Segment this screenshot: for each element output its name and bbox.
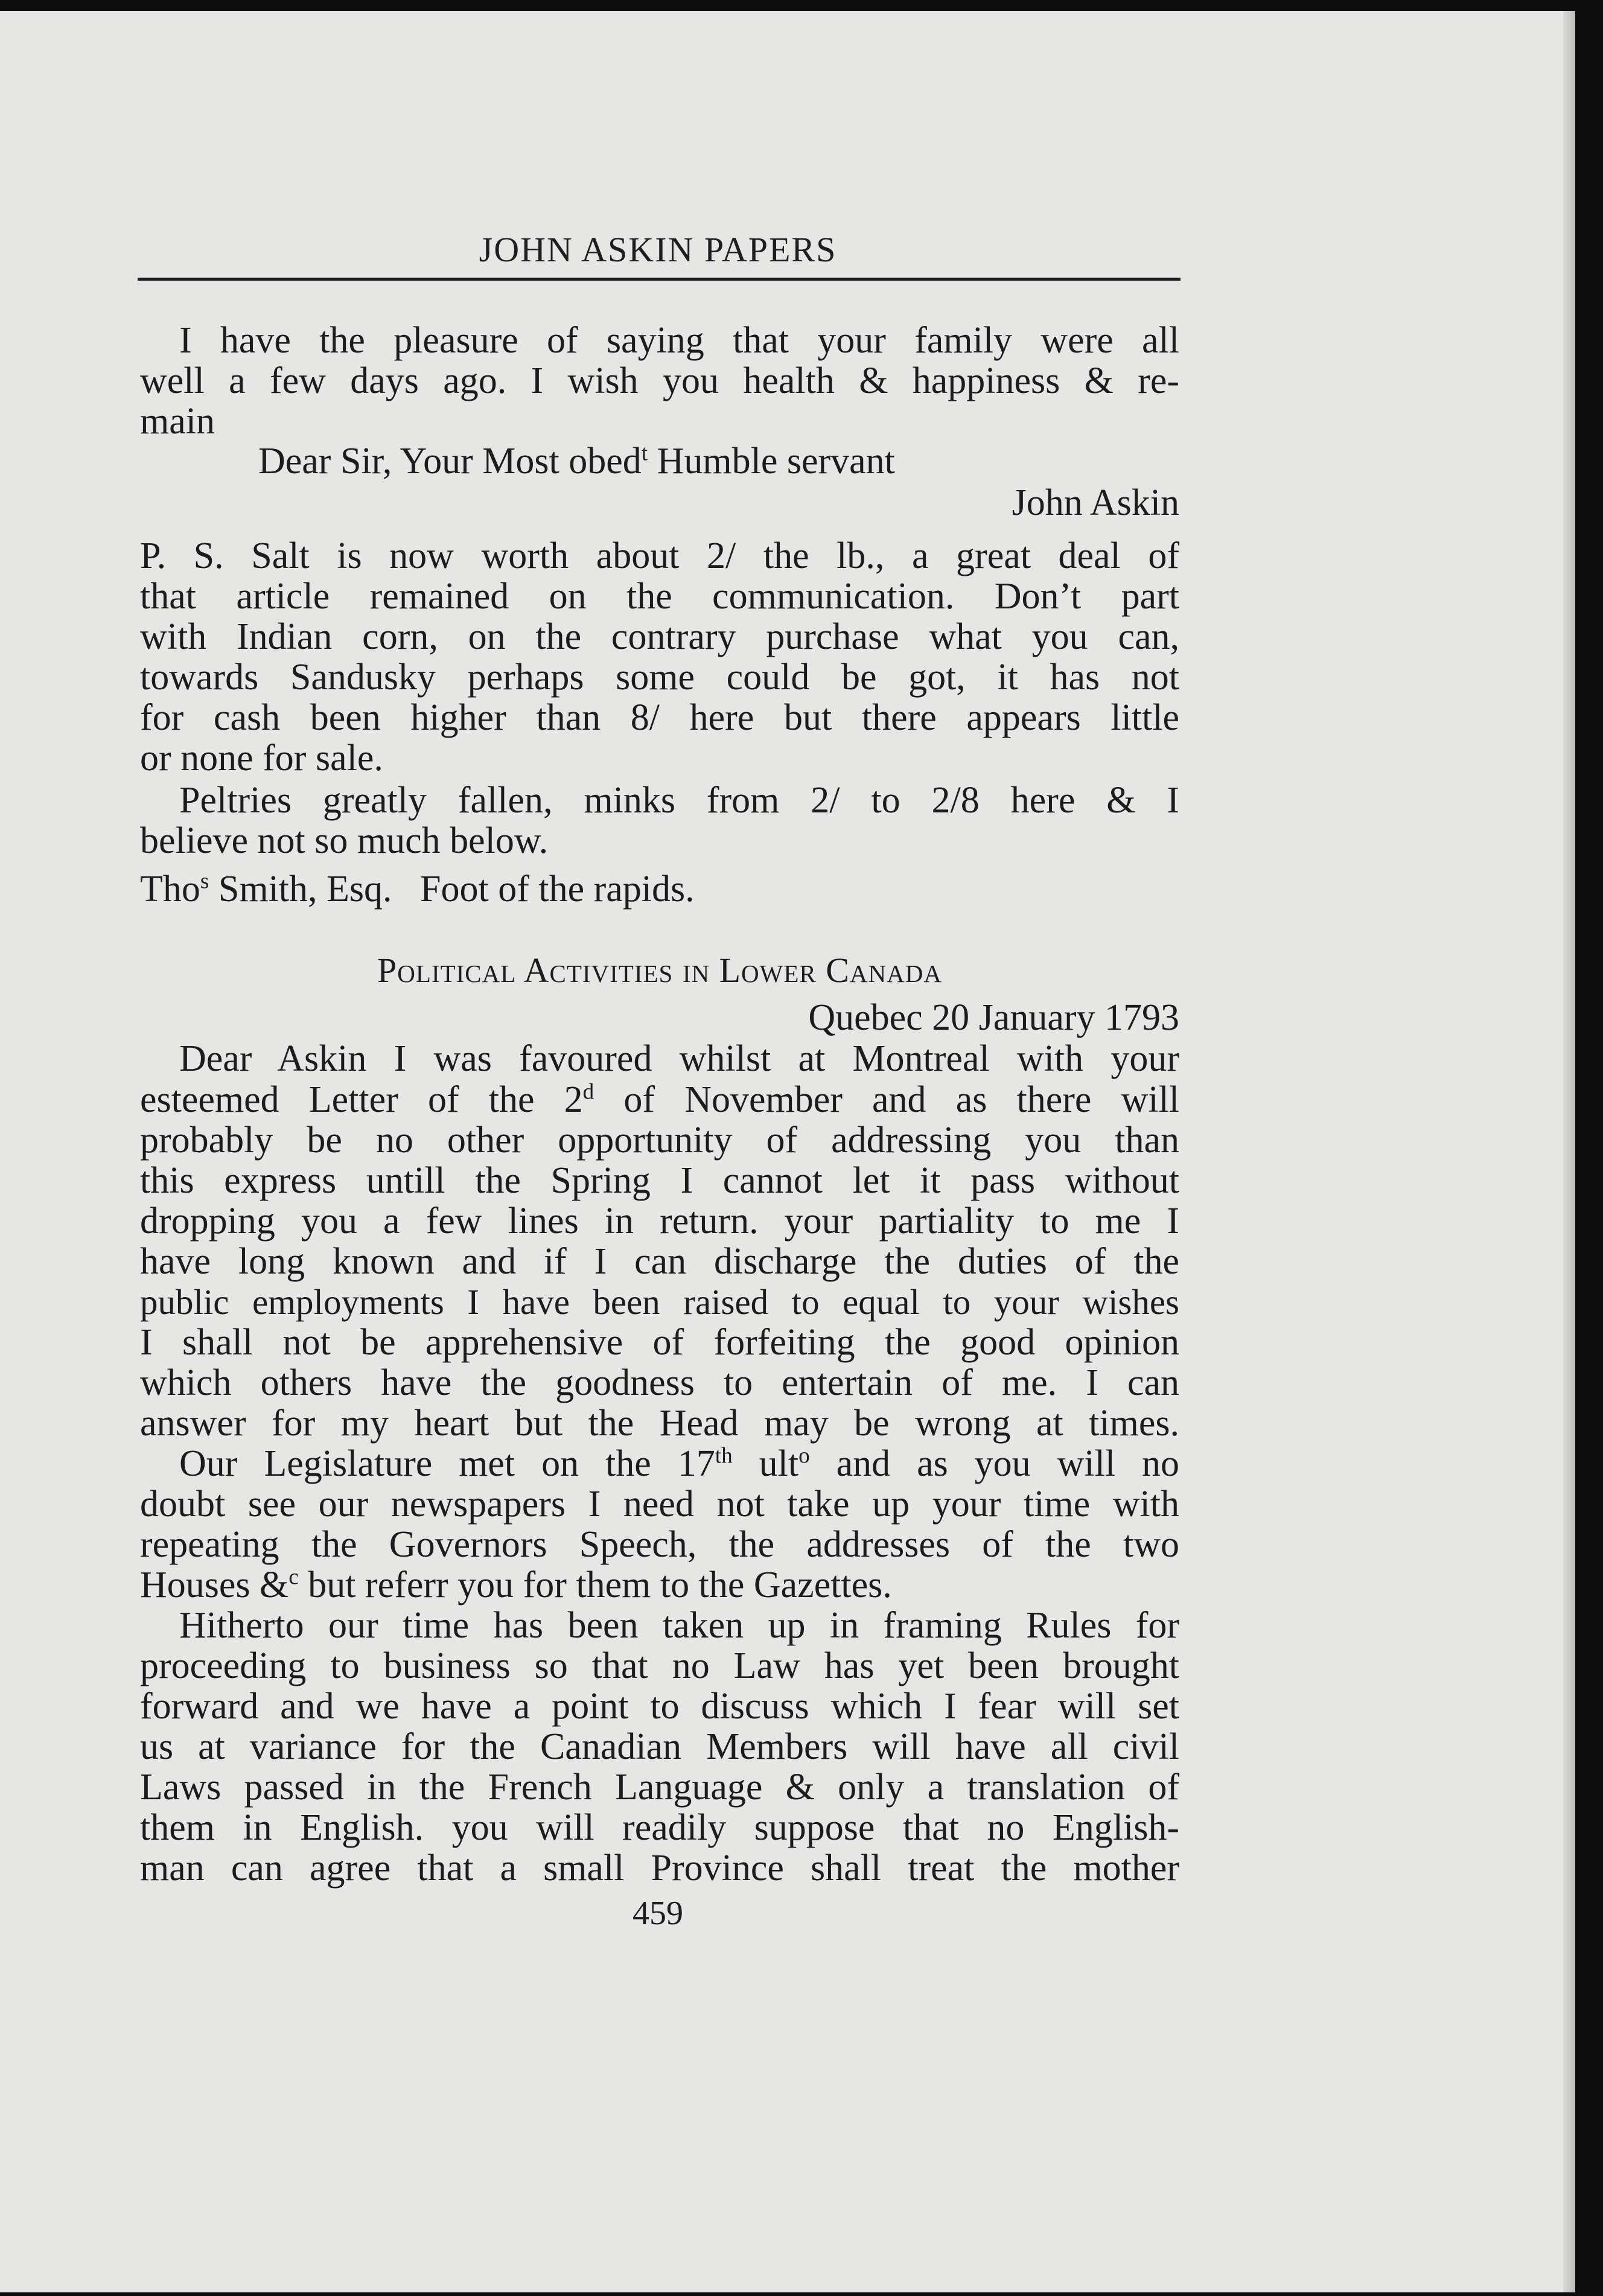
- text-line: P. S. Salt is now worth about 2/ the lb., a great deal of: [140, 535, 1179, 576]
- text-line: doubt see our newspapers I need not take up your time with: [140, 1484, 1179, 1525]
- text-line: that article remained on the communication. Don’t part: [140, 576, 1179, 617]
- text-line: I have the pleasure of saying that your family were all: [179, 320, 1179, 361]
- text-line: I shall not be apprehensive of forfeiting the good opinion: [140, 1322, 1179, 1363]
- text-line: dropping you a few lines in return. your partiality to me I: [140, 1201, 1179, 1242]
- text-line: Houses &$^c$ but referr you for them to the Gazettes.: [140, 1564, 892, 1606]
- text-line: public employments I have been raised to equal to your wishes: [140, 1282, 1179, 1322]
- addressee-line: Tho$^s$ Smith, Esq. Foot of the rapids.: [140, 869, 695, 910]
- page-number: 459: [633, 1895, 683, 1932]
- text-line: main: [140, 401, 215, 442]
- text-line: which others have the goodness to entertain of me. I can: [140, 1362, 1179, 1403]
- text-line: Peltries greatly fallen, minks from 2/ to 2/8 here & I: [179, 780, 1179, 821]
- text-line: Laws passed in the French Language & only a translation of: [140, 1767, 1179, 1808]
- text-line: us at variance for the Canadian Members will have all civil: [140, 1726, 1179, 1767]
- page-edge: [1563, 11, 1575, 2292]
- section-title: Political Activities in Lower Canada: [377, 951, 942, 990]
- dateline: Quebec 20 January 1793: [808, 997, 1179, 1038]
- text-line: with Indian corn, on the contrary purchase what you can,: [140, 616, 1179, 657]
- text-line: esteemed Letter of the 2$^d$ of November and as there will: [140, 1079, 1179, 1120]
- text-line: Dear Askin I was favoured whilst at Montreal with your: [179, 1038, 1179, 1079]
- text-line: man can agree that a small Province shall treat the mother: [140, 1848, 1179, 1889]
- text-line: Hitherto our time has been taken up in framing Rules for: [179, 1605, 1179, 1646]
- text-line: have long known and if I can discharge the duties of the: [140, 1241, 1179, 1282]
- text-line: this express untill the Spring I cannot let it pass without: [140, 1160, 1179, 1201]
- text-line: answer for my heart but the Head may be wrong at times.: [140, 1403, 1179, 1444]
- text-line: probably be no other opportunity of addressing you than: [140, 1120, 1179, 1161]
- text-line: believe not so much below.: [140, 820, 549, 861]
- text-line: well a few days ago. I wish you health & happiness & re-: [140, 360, 1179, 401]
- text-line: repeating the Governors Speech, the addresses of the two: [140, 1524, 1179, 1565]
- text-line: towards Sandusky perhaps some could be got, it has not: [140, 657, 1179, 698]
- text-line: for cash been higher than 8/ here but there appears little: [140, 697, 1179, 738]
- text-line: proceeding to business so that no Law has yet been brought: [140, 1645, 1179, 1686]
- text-line: Our Legislature met on the 17th ult$^o$ and as you will no: [179, 1443, 1180, 1484]
- letter-closing: Dear Sir, Your Most obed$^t$ Humble servant: [258, 441, 895, 482]
- text-line: or none for sale.: [140, 738, 383, 779]
- text-line: forward and we have a point to discuss which I fear will set: [140, 1686, 1179, 1727]
- text-line: them in English. you will readily suppose that no English-: [140, 1807, 1179, 1848]
- header-rule: [138, 278, 1181, 281]
- running-header: JOHN ASKIN PAPERS: [479, 230, 837, 269]
- signature: John Askin: [1012, 482, 1179, 523]
